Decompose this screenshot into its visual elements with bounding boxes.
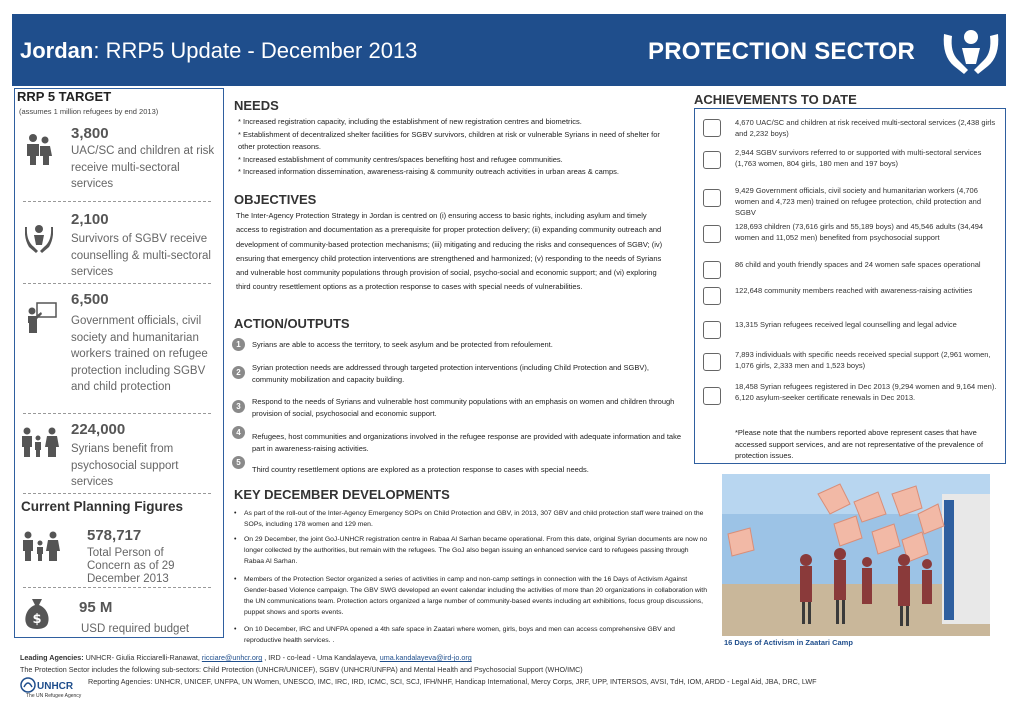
trainer-icon — [703, 189, 721, 207]
planning-persons-value: 578,717 — [87, 527, 142, 544]
divider — [23, 201, 211, 202]
achievement-text: 13,315 Syrian refugees received legal counselling and legal advice — [735, 320, 957, 329]
hands-care-icon — [25, 223, 53, 255]
wheelchair-icon — [703, 353, 721, 371]
children-icon — [703, 119, 721, 137]
legal-icon — [703, 321, 721, 339]
leading-agencies-label: Leading Agencies: — [20, 653, 84, 662]
target-desc: Syrians benefit from psychosocial support services — [71, 443, 179, 488]
development-text: On 10 December, IRC and UNFPA opened a 4th safe space in Zaatari where women, girls, boys and men can access comprehensive GBV and reproductive health services. . — [244, 626, 675, 644]
achievement-text: 128,693 children (73,616 girls and 55,189 boys) and 45,546 adults (34,494 women and 11,052 men) benefited from psychosocial support — [735, 222, 984, 242]
target-desc: UAC/SC and children at risk receive multi-sectoral services — [71, 145, 215, 190]
achievement-text: 4,670 UAC/SC and children at risk received multi-sectoral services (2,438 girls and 2,232 boys) — [735, 118, 996, 138]
action-number-badge: 5 — [232, 456, 245, 469]
needs-item: * Increased information dissemination, awareness-raising & community outreach activities in urban areas & camps. — [238, 167, 620, 176]
protection-hands-icon — [940, 26, 1002, 80]
leading-agencies — [20, 652, 1010, 664]
colead-contact: , IRD - co-lead - Uma Kandalayeva, — [262, 653, 380, 662]
family-icon — [21, 531, 61, 563]
page-title — [20, 38, 417, 64]
achievement-text: 9,429 Government officials, civil society and humanitarian workers (4,706 women and 4,723 men) trained on refugee protection, child protection and SGBV — [735, 186, 981, 217]
action-text: Third country resettlement options are explored as a protection response to cases with special needs. — [252, 465, 589, 474]
money-bag-icon — [23, 597, 51, 629]
action-text: Refugees, host communities and organizations involved in the refugee response are provided with adequate information and take part in awareness-raising activities. — [252, 432, 682, 453]
bullet-icon: • — [234, 626, 237, 633]
achievement-text: 2,944 SGBV survivors referred to or supported with multi-sectoral services (1,763 women, 804 girls, 180 men and 197 boys) — [735, 148, 982, 168]
title-rest: : RRP5 Update - December 2013 — [93, 38, 418, 63]
lead-email-link[interactable]: ricciare@unhcr.org — [201, 653, 263, 662]
registration-icon — [703, 387, 721, 405]
planning-funds-value: 95 M — [79, 599, 113, 616]
objectives-text: The Inter-Agency Protection Strategy in Jordan is centred on (i) ensuring access to basic rights, including asylum and timely access to registration and documentation as a prerequisite for proper protection delivery; (ii) expanding community outreach and development of community-based protection mechanisms; (iii) mitigating and reducing the risks and consequences of SGBV; (iv) ensuring that emergency child protection interventions are strengthened and harmonized; (v) responding to the needs of Syrians and vulnerable host community populations through provision of social, psycho-social and economic support; and (vi) exploring third country resettlement options as a protection response to cases with special needs of vulnerabilities. — [236, 211, 663, 292]
achievements-note: *Please note that the numbers reported above represent cases that have accessed support services, and are not representative of the prevalence of protection issues. — [735, 428, 984, 460]
needs-list — [238, 116, 678, 179]
action-number-badge: 3 — [232, 400, 245, 413]
rrp-target-note: (assumes 1 million refugees by end 2013) — [19, 107, 159, 116]
achievements-panel — [694, 108, 1006, 464]
unhcr-logo-text: UNHCR — [37, 681, 74, 692]
actions-title: ACTION/OUTPUTS — [234, 316, 350, 331]
action-number-badge: 1 — [232, 338, 245, 351]
objectives-title: OBJECTIVES — [234, 192, 317, 207]
development-text: As part of the roll-out of the Inter-Agency Emergency SOPs on Child Protection and GBV, in 2013, 307 GBV and child protection staff were trained on the SOPs, including 178 women and 129 men. — [244, 510, 704, 528]
target-desc: Government officials, civil society and humanitarian workers trained on refugee protection including SGBV and child protection — [71, 315, 208, 393]
family-icon — [25, 133, 53, 165]
target-value: 224,000 — [71, 421, 126, 438]
planning-funds-desc: USD required budget — [81, 623, 190, 635]
subsectors-text: The Protection Sector includes the following sub-sectors: Child Protection (UNHCR/UNICEF), SGBV (UNHCR/UNFPA) and Mental Health and Psychosocial Support (WHO/IMC) — [20, 665, 583, 674]
action-text: Syrian protection needs are addressed through targeted protection interventions (including Child Protection and SGBV), community mobilization and capacity building. — [252, 363, 649, 384]
achievement-text: 18,458 Syrian refugees registered in Dec 2013 (9,294 women and 9,164 men). 6,120 asylum-seeker certificate renewals in Dec 2013. — [735, 382, 997, 402]
footer — [20, 652, 1010, 699]
lead-contact: UNHCR- Giulia Ricciarelli-Ranawat, — [83, 653, 202, 662]
development-text: Members of the Protection Sector organized a series of activities in camp and non-camp settings in connection with the 16 Days of Activism Against Gender-based Violence campaign. The GBV SWG developed an event calendar including the activities of more than 20 organizations in collaboration with the UN communications team. Protection actors organized a large number of community-based events including art exhibitions, focus group discussions, puppet shows and sports events. — [244, 576, 707, 616]
target-desc: Survivors of SGBV receive counselling & multi-sectoral services — [71, 233, 211, 278]
unhcr-tagline: The UN Refugee Agency — [26, 693, 82, 699]
bullet-icon: • — [234, 536, 237, 543]
bullet-icon: • — [234, 576, 237, 583]
hands-care-icon — [703, 151, 721, 169]
community-icon — [703, 287, 721, 305]
group-family-icon — [21, 427, 61, 459]
action-number-badge: 4 — [232, 426, 245, 439]
target-value: 3,800 — [71, 125, 109, 142]
needs-title: NEEDS — [234, 98, 279, 113]
action-text: Syrians are able to access the territory, to seek asylum and be protected from refoulement. — [252, 340, 553, 349]
target-value: 6,500 — [71, 291, 109, 308]
trainer-icon — [25, 301, 57, 333]
achievement-text: 7,893 individuals with specific needs received special support (2,961 women, 1,076 girls, 2,333 men and 1,523 boys) — [735, 350, 991, 370]
needs-item: * Increased establishment of community centres/spaces benefiting host and refugee communities. — [238, 154, 563, 164]
svg-text:$: $ — [32, 612, 42, 627]
zaatari-camp-photo — [722, 474, 990, 636]
action-number-badge: 2 — [232, 366, 245, 379]
rrp-target-panel — [14, 88, 224, 638]
page-header — [12, 14, 1006, 86]
planning-persons-desc: Total Person of Concern as of 29 December 2013 — [87, 547, 175, 585]
achievements-title: ACHIEVEMENTS TO DATE — [694, 92, 857, 107]
action-text: Respond to the needs of Syrians and vulnerable host community populations with an emphasis on women and children through provision of social, psychosocial and economic support. — [252, 397, 675, 418]
achievement-text: 122,648 community members reached with awareness-raising activities — [735, 286, 973, 295]
needs-item: * Establishment of decentralized shelter facilities for SGBV survivors, children at risk or vulnerable Syrians in need of shelter for other protection reasons. — [238, 129, 660, 151]
key-developments-title: KEY DECEMBER DEVELOPMENTS — [234, 487, 450, 502]
achievement-text: 86 child and youth friendly spaces and 24 women safe spaces operational — [735, 260, 981, 269]
divider — [23, 283, 211, 284]
bullet-icon: • — [234, 510, 237, 517]
sector-name: PROTECTION SECTOR — [648, 38, 915, 65]
unhcr-logo — [20, 676, 84, 696]
divider — [23, 413, 211, 414]
colead-email-link[interactable]: uma.kandalayeva@ird-jo.org — [379, 653, 472, 662]
rrp-target-title: RRP 5 TARGET — [17, 89, 112, 104]
current-planning-title: Current Planning Figures — [21, 499, 184, 514]
divider — [23, 587, 211, 588]
needs-item: * Increased registration capacity, including the establishment of new registration centres and biometrics. — [238, 117, 582, 126]
safe-space-icon — [703, 261, 721, 279]
photo-caption: 16 Days of Activism in Zaatari Camp — [724, 638, 853, 647]
target-value: 2,100 — [71, 211, 109, 228]
reporting-agencies: Reporting Agencies: UNHCR, UNICEF, UNFPA, UN Women, UNESCO, IMC, IRC, IRD, ICMC, SCI, SCJ, IFH/NHF, Handicap International, Mercy Corps, JRF, UPP, INTERSOS, AVSI, TdH, IOM, ARDD - Legal Aid, JBA, DRC, LWF — [88, 677, 817, 686]
family-icon — [703, 225, 721, 243]
development-text: On 29 December, the joint GoJ-UNHCR registration centre in Rabaa Al Sarhan became operational. From this date, original Syrian documents are now no longer collected by the authorities, but remain with the refugees. The GoJ also began issuing an enhanced service card to refugees passing through Rabaa Al Sarhan. — [244, 536, 708, 565]
country-name: Jordan — [20, 38, 94, 63]
divider — [23, 493, 211, 494]
